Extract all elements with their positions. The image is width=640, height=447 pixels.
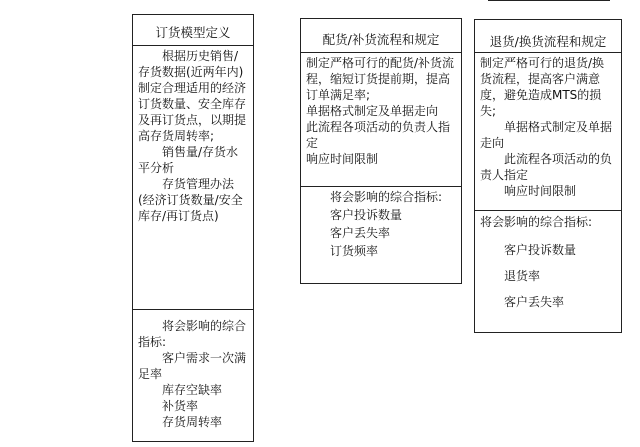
order-model-item: 销售量/存货水平分析 bbox=[138, 145, 239, 175]
replenishment-title: 配货/补货流程和规定 bbox=[322, 32, 440, 47]
returns-title: 退货/换货流程和规定 bbox=[489, 34, 607, 49]
metric-item: 客户丢失率 bbox=[330, 226, 391, 240]
metric-item: 退货率 bbox=[504, 269, 541, 283]
order-model-item: 存货管理办法(经济订货数量/安全库存/再订货点) bbox=[138, 177, 243, 223]
replenishment-description: 制定严格可行的配货/补货流程，缩短订货提前期，提高订单满足率; bbox=[306, 56, 455, 102]
metric-item: 客户投诉数量 bbox=[330, 208, 403, 222]
order-model-description: 根据历史销售/存货数据(近两年内)制定合理适用的经济订货数量、安全库存及再订货点，以期提高存货周转率; bbox=[138, 49, 247, 143]
replenishment-item: 此流程各项活动的负责人指定 bbox=[306, 120, 451, 150]
top-edge-line bbox=[488, 0, 610, 1]
metric-item: 订货频率 bbox=[330, 244, 379, 258]
metric-item: 库存空缺率 bbox=[162, 383, 223, 397]
returns-description: 制定严格可行的退货/换货流程，提高客户满意度，避免造成MTS的损失; bbox=[480, 56, 605, 118]
metric-item: 客户需求一次满足率 bbox=[138, 351, 247, 381]
replenishment-item: 单据格式制定及单据走向 bbox=[306, 104, 439, 118]
metric-item: 补货率 bbox=[162, 399, 199, 413]
returns-item: 此流程各项活动的负责人指定 bbox=[480, 152, 613, 182]
impact-label: 将会影响的综合指标: bbox=[138, 319, 247, 349]
replenishment-box bbox=[300, 18, 462, 284]
impact-label: 将会影响的综合指标: bbox=[480, 215, 593, 229]
replenishment-body bbox=[301, 52, 461, 167]
metric-item: 存货周转率 bbox=[162, 415, 223, 429]
returns-impact bbox=[475, 210, 621, 333]
returns-item: 单据格式制定及单据走向 bbox=[480, 120, 613, 150]
order-model-impact bbox=[133, 309, 253, 443]
order-model-box bbox=[132, 14, 254, 442]
returns-body bbox=[475, 52, 621, 199]
returns-box bbox=[474, 19, 622, 333]
order-model-body bbox=[133, 45, 253, 224]
metric-item: 客户投诉数量 bbox=[504, 243, 577, 257]
replenishment-impact bbox=[301, 186, 461, 284]
impact-label: 将会影响的综合指标: bbox=[330, 190, 443, 204]
order-model-title: 订货模型定义 bbox=[155, 25, 231, 40]
metric-item: 客户丢失率 bbox=[504, 295, 565, 309]
returns-item: 响应时间限制 bbox=[504, 184, 577, 198]
replenishment-item: 响应时间限制 bbox=[306, 152, 379, 166]
